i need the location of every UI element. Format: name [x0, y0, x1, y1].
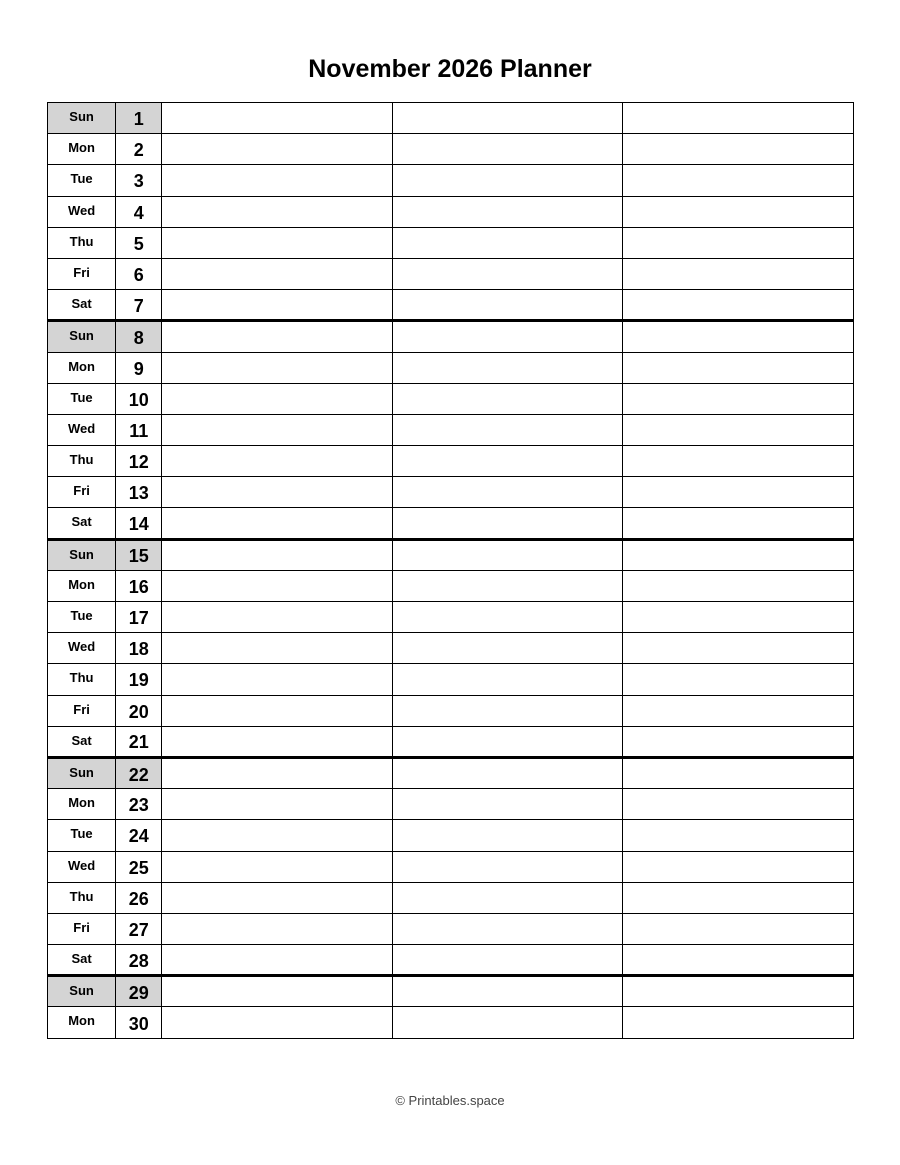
- planner-row: [48, 913, 854, 944]
- planner-row: [48, 695, 854, 726]
- note-cell[interactable]: [623, 290, 854, 321]
- day-number: 8: [116, 321, 162, 352]
- day-number: 26: [116, 882, 162, 913]
- day-number: 19: [116, 664, 162, 695]
- note-cell[interactable]: [162, 820, 393, 851]
- planner-row: [48, 414, 854, 445]
- planner-row: [48, 103, 854, 134]
- note-cell[interactable]: [623, 789, 854, 820]
- note-cell[interactable]: [623, 945, 854, 976]
- note-cell[interactable]: [623, 414, 854, 445]
- note-cell[interactable]: [162, 477, 393, 508]
- planner-row: [48, 383, 854, 414]
- note-cell[interactable]: [392, 352, 623, 383]
- day-number: 2: [116, 134, 162, 165]
- note-cell[interactable]: [392, 539, 623, 570]
- note-cell[interactable]: [162, 945, 393, 976]
- note-cell[interactable]: [392, 103, 623, 134]
- note-cell[interactable]: [162, 882, 393, 913]
- note-cell[interactable]: [392, 882, 623, 913]
- page-title: November 2026 Planner: [308, 55, 592, 83]
- note-cell[interactable]: [162, 789, 393, 820]
- note-cell[interactable]: [162, 352, 393, 383]
- note-cell[interactable]: [623, 258, 854, 289]
- planner-row: [48, 508, 854, 539]
- note-cell[interactable]: [162, 570, 393, 601]
- weekday-label: Tue: [48, 165, 116, 196]
- note-cell[interactable]: [392, 446, 623, 477]
- weekday-label: Thu: [48, 446, 116, 477]
- note-cell[interactable]: [162, 539, 393, 570]
- note-cell[interactable]: [162, 383, 393, 414]
- day-number: 5: [116, 227, 162, 258]
- note-cell[interactable]: [623, 757, 854, 788]
- planner-row: [48, 945, 854, 976]
- note-cell[interactable]: [162, 134, 393, 165]
- day-number: 15: [116, 539, 162, 570]
- day-number: 28: [116, 945, 162, 976]
- note-cell[interactable]: [623, 134, 854, 165]
- note-cell[interactable]: [392, 820, 623, 851]
- note-cell[interactable]: [392, 664, 623, 695]
- weekday-label: Sun: [48, 103, 116, 134]
- note-cell[interactable]: [162, 757, 393, 788]
- weekday-label: Mon: [48, 789, 116, 820]
- note-cell[interactable]: [392, 227, 623, 258]
- weekday-label: Sat: [48, 508, 116, 539]
- note-cell[interactable]: [623, 321, 854, 352]
- planner-row: [48, 570, 854, 601]
- note-cell[interactable]: [392, 414, 623, 445]
- weekday-label: Sun: [48, 539, 116, 570]
- planner-row: [48, 134, 854, 165]
- weekday-label: Tue: [48, 383, 116, 414]
- note-cell[interactable]: [162, 227, 393, 258]
- footer-credit: © Printables.space: [395, 1093, 505, 1108]
- planner-row: [48, 757, 854, 788]
- note-cell[interactable]: [623, 165, 854, 196]
- note-cell[interactable]: [392, 258, 623, 289]
- day-number: 22: [116, 757, 162, 788]
- planner-row: [48, 290, 854, 321]
- weekday-label: Wed: [48, 414, 116, 445]
- note-cell[interactable]: [623, 570, 854, 601]
- planner-row: [48, 976, 854, 1007]
- day-number: 16: [116, 570, 162, 601]
- planner-row: [48, 446, 854, 477]
- weekday-label: Fri: [48, 477, 116, 508]
- day-number: 6: [116, 258, 162, 289]
- planner-row: [48, 633, 854, 664]
- weekday-label: Mon: [48, 134, 116, 165]
- weekday-label: Mon: [48, 570, 116, 601]
- day-number: 1: [116, 103, 162, 134]
- day-number: 25: [116, 851, 162, 882]
- planner-row: [48, 165, 854, 196]
- note-cell[interactable]: [623, 976, 854, 1007]
- planner-row: [48, 726, 854, 757]
- note-cell[interactable]: [162, 726, 393, 757]
- note-cell[interactable]: [392, 196, 623, 227]
- note-cell[interactable]: [623, 446, 854, 477]
- note-cell[interactable]: [623, 1007, 854, 1038]
- note-cell[interactable]: [623, 103, 854, 134]
- note-cell[interactable]: [623, 695, 854, 726]
- planner-row: [48, 664, 854, 695]
- note-cell[interactable]: [623, 633, 854, 664]
- note-cell[interactable]: [162, 196, 393, 227]
- planner-row: [48, 882, 854, 913]
- day-number: 10: [116, 383, 162, 414]
- note-cell[interactable]: [623, 726, 854, 757]
- note-cell[interactable]: [392, 945, 623, 976]
- note-cell[interactable]: [392, 508, 623, 539]
- note-cell[interactable]: [392, 976, 623, 1007]
- weekday-label: Mon: [48, 352, 116, 383]
- day-number: 17: [116, 602, 162, 633]
- note-cell[interactable]: [162, 321, 393, 352]
- note-cell[interactable]: [392, 134, 623, 165]
- note-cell[interactable]: [392, 633, 623, 664]
- day-number: 29: [116, 976, 162, 1007]
- day-number: 3: [116, 165, 162, 196]
- planner-row: [48, 321, 854, 352]
- note-cell[interactable]: [162, 913, 393, 944]
- note-cell[interactable]: [623, 882, 854, 913]
- note-cell[interactable]: [162, 1007, 393, 1038]
- day-number: 20: [116, 695, 162, 726]
- note-cell[interactable]: [392, 726, 623, 757]
- weekday-label: Wed: [48, 633, 116, 664]
- planner-row: [48, 196, 854, 227]
- planner-row: [48, 352, 854, 383]
- day-number: 18: [116, 633, 162, 664]
- planner-row: [48, 820, 854, 851]
- weekday-label: Thu: [48, 882, 116, 913]
- note-cell[interactable]: [623, 602, 854, 633]
- weekday-label: Sat: [48, 290, 116, 321]
- note-cell[interactable]: [162, 290, 393, 321]
- planner-row: [48, 477, 854, 508]
- planner-row: [48, 602, 854, 633]
- planner-row: [48, 851, 854, 882]
- note-cell[interactable]: [162, 633, 393, 664]
- note-cell[interactable]: [392, 757, 623, 788]
- note-cell[interactable]: [392, 477, 623, 508]
- note-cell[interactable]: [392, 695, 623, 726]
- planner-row: [48, 227, 854, 258]
- day-number: 30: [116, 1007, 162, 1038]
- weekday-label: Wed: [48, 851, 116, 882]
- note-cell[interactable]: [392, 789, 623, 820]
- weekday-label: Thu: [48, 664, 116, 695]
- note-cell[interactable]: [392, 290, 623, 321]
- weekday-label: Fri: [48, 695, 116, 726]
- note-cell[interactable]: [623, 851, 854, 882]
- planner-row: [48, 258, 854, 289]
- planner-body: [48, 103, 854, 1039]
- day-number: 4: [116, 196, 162, 227]
- note-cell[interactable]: [392, 165, 623, 196]
- note-cell[interactable]: [162, 695, 393, 726]
- day-number: 24: [116, 820, 162, 851]
- day-number: 12: [116, 446, 162, 477]
- day-number: 9: [116, 352, 162, 383]
- weekday-label: Fri: [48, 913, 116, 944]
- note-cell[interactable]: [623, 913, 854, 944]
- weekday-label: Sun: [48, 976, 116, 1007]
- weekday-label: Sat: [48, 945, 116, 976]
- note-cell[interactable]: [623, 196, 854, 227]
- day-number: 27: [116, 913, 162, 944]
- planner-row: [48, 1007, 854, 1038]
- note-cell[interactable]: [623, 352, 854, 383]
- note-cell[interactable]: [392, 570, 623, 601]
- note-cell[interactable]: [162, 602, 393, 633]
- note-cell[interactable]: [162, 446, 393, 477]
- weekday-label: Wed: [48, 196, 116, 227]
- note-cell[interactable]: [162, 414, 393, 445]
- day-number: 23: [116, 789, 162, 820]
- planner-table: [47, 102, 854, 1039]
- note-cell[interactable]: [162, 976, 393, 1007]
- note-cell[interactable]: [162, 165, 393, 196]
- day-number: 13: [116, 477, 162, 508]
- note-cell[interactable]: [392, 851, 623, 882]
- note-cell[interactable]: [623, 383, 854, 414]
- day-number: 7: [116, 290, 162, 321]
- note-cell[interactable]: [623, 477, 854, 508]
- note-cell[interactable]: [162, 508, 393, 539]
- weekday-label: Sun: [48, 757, 116, 788]
- note-cell[interactable]: [392, 1007, 623, 1038]
- weekday-label: Sun: [48, 321, 116, 352]
- note-cell[interactable]: [392, 602, 623, 633]
- note-cell[interactable]: [162, 851, 393, 882]
- note-cell[interactable]: [392, 913, 623, 944]
- weekday-label: Tue: [48, 602, 116, 633]
- day-number: 21: [116, 726, 162, 757]
- note-cell[interactable]: [162, 103, 393, 134]
- weekday-label: Mon: [48, 1007, 116, 1038]
- day-number: 11: [116, 414, 162, 445]
- note-cell[interactable]: [392, 383, 623, 414]
- note-cell[interactable]: [623, 820, 854, 851]
- note-cell[interactable]: [162, 258, 393, 289]
- note-cell[interactable]: [623, 664, 854, 695]
- note-cell[interactable]: [623, 227, 854, 258]
- weekday-label: Fri: [48, 258, 116, 289]
- planner-row: [48, 789, 854, 820]
- weekday-label: Thu: [48, 227, 116, 258]
- weekday-label: Tue: [48, 820, 116, 851]
- weekday-label: Sat: [48, 726, 116, 757]
- note-cell[interactable]: [392, 321, 623, 352]
- day-number: 14: [116, 508, 162, 539]
- note-cell[interactable]: [623, 539, 854, 570]
- planner-row: [48, 539, 854, 570]
- note-cell[interactable]: [162, 664, 393, 695]
- note-cell[interactable]: [623, 508, 854, 539]
